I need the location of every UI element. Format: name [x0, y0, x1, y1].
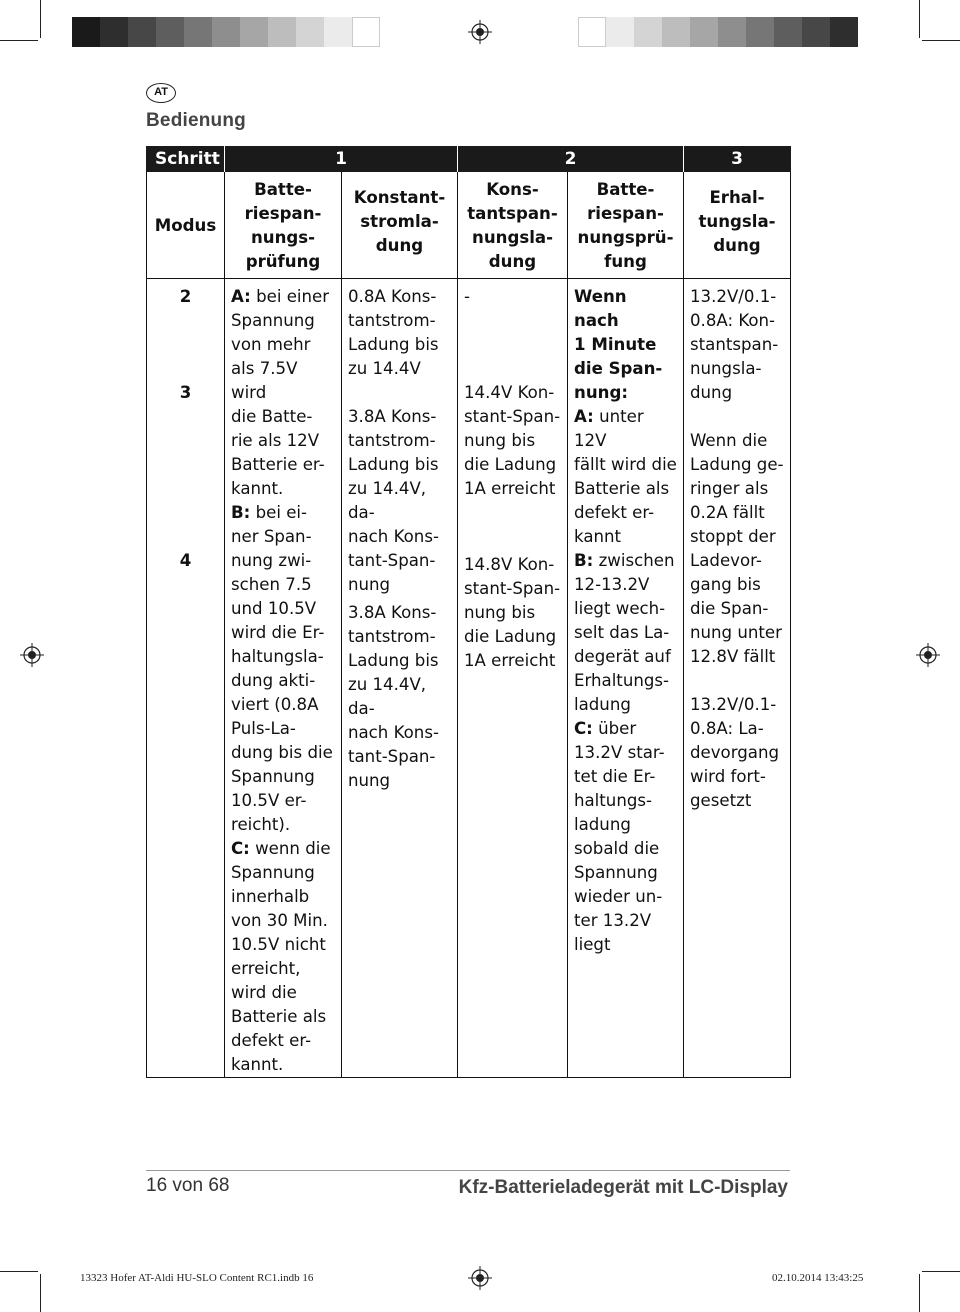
constant-voltage-charge-cell: - 14.4V Kon- stant-Span- nung bis die Ladung 1A erreicht 14.8V Kon- stant-Span- nung bis die Ladung 1A erreicht [458, 279, 568, 1078]
crop-mark [40, 1274, 41, 1312]
calibration-swatch [774, 17, 802, 47]
calibration-swatch [156, 17, 184, 47]
battery-voltage-check-cell: A: bei einer Spannung von mehr als 7.5V wird die Batte- rie als 12V Batterie er- kannt. B: bei ei- ner Span- nung zwi- schen 7.5 und 10.5V wird die Er- haltungsla- dung akti- viert (0.8A Puls-La- dung bis die Spannung 10.5V er- reicht). C: wenn die Spannung innerhalb von 30 Min. 10.5V nicht erreicht, wird die Batterie als defekt er- kannt. [225, 279, 342, 1078]
registration-mark-icon [20, 643, 44, 667]
crop-mark [0, 40, 38, 41]
calibration-swatch [240, 17, 268, 47]
table-row [147, 279, 791, 1078]
column-header: Kons- tantspan- nungsla- dung [458, 172, 568, 279]
calibration-swatch [352, 17, 380, 47]
calibration-swatch [184, 17, 212, 47]
registration-mark-icon [468, 1266, 492, 1290]
calibration-swatch [662, 17, 690, 47]
column-header: Konstant- stromla- dung [342, 172, 458, 279]
crop-mark [922, 1271, 960, 1272]
crop-mark [919, 0, 920, 38]
country-badge: AT [146, 83, 176, 103]
maintenance-charge-cell: 13.2V/0.1- 0.8A: Kon- stantspan- nungsla- dung Wenn die Ladung ge- ringer als 0.2A fällt stoppt der Ladevor- gang bis die Span- nung unter 12.8V fällt 13.2V/0.1- 0.8A: La- devorgang wird fort- gesetzt [684, 279, 791, 1078]
section-title: Bedienung [146, 110, 246, 131]
mode-number: 2 [179, 287, 192, 306]
product-name: Kfz-Batterieladegerät mit LC-Display [458, 1177, 788, 1198]
crop-mark [922, 40, 960, 41]
calibration-swatch [128, 17, 156, 47]
calibration-swatch [690, 17, 718, 47]
column-header-modus: Modus [147, 172, 225, 279]
calibration-bars-right [578, 17, 858, 47]
crop-mark [40, 0, 41, 38]
battery-voltage-test-cell: Wenn nach 1 Minute die Span- nung: A: unter 12V fällt wird die Batterie als defekt er- kannt B: zwischen 12-13.2V liegt wech- selt das La- degerät auf Erhaltungs- ladung C: über 13.2V star- tet die Er- haltungs- ladung sobald die Spannung wieder un- ter 13.2V liegt [568, 279, 684, 1078]
step-number: 2 [458, 146, 684, 172]
calibration-swatch [324, 17, 352, 47]
registration-mark-icon [916, 643, 940, 667]
column-header: Erhal- tungsla- dung [684, 172, 791, 279]
calibration-swatch [578, 17, 606, 47]
calibration-swatch [830, 17, 858, 47]
footer-divider [146, 1170, 790, 1171]
calibration-swatch [268, 17, 296, 47]
charging-steps-table [146, 146, 790, 1078]
page-number: 16 von 68 [146, 1175, 230, 1196]
step-header-row [147, 146, 791, 172]
mode-number: 3 [179, 383, 192, 402]
calibration-swatch [606, 17, 634, 47]
calibration-swatch [802, 17, 830, 47]
registration-mark-icon [468, 20, 492, 44]
print-slug-file: 13323 Hofer AT-Aldi HU-SLO Content RC1.indb 16 [80, 1272, 314, 1284]
crop-mark [0, 1271, 38, 1272]
mode-number: 4 [179, 551, 192, 570]
constant-current-charge-cell: 0.8A Kons- tantstrom- Ladung bis zu 14.4V 3.8A Kons- tantstrom- Ladung bis zu 14.4V, da- nach Kons- tant-Span- nung 3.8A Kons- tantstrom- Ladung bis zu 14.4V, da- nach Kons- tant-Span- nung [342, 279, 458, 1078]
calibration-swatch [100, 17, 128, 47]
calibration-swatch [718, 17, 746, 47]
step-number: 1 [225, 146, 458, 172]
step-label: Schritt [147, 146, 225, 172]
calibration-swatch [212, 17, 240, 47]
calibration-swatch [72, 17, 100, 47]
calibration-swatch [296, 17, 324, 47]
column-header: Batte- riespan- nungs- prüfung [225, 172, 342, 279]
mode-cell [147, 279, 225, 1078]
calibration-bars [72, 17, 380, 47]
calibration-swatch [634, 17, 662, 47]
step-number: 3 [684, 146, 791, 172]
crop-mark [919, 1274, 920, 1312]
print-slug-date: 02.10.2014 13:43:25 [772, 1272, 864, 1284]
column-header: Batte- riespan- nungsprü- fung [568, 172, 684, 279]
column-header-row [147, 172, 791, 279]
calibration-swatch [746, 17, 774, 47]
